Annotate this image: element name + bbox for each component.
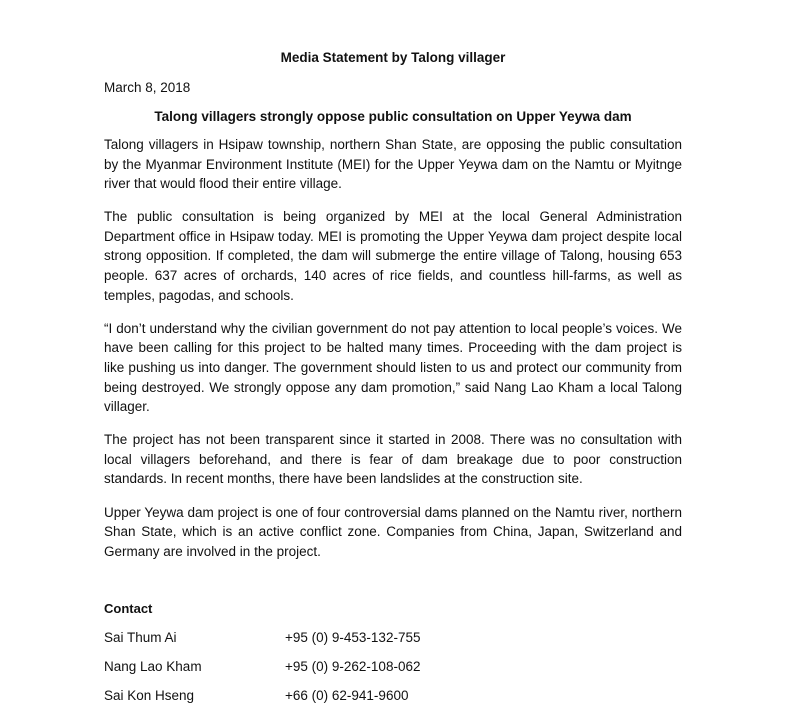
contact-phone: +95 (0) 9-453-132-755 xyxy=(285,630,421,646)
contact-name: Sai Kon Hseng xyxy=(104,688,195,704)
contact-name: Sai Thum Ai xyxy=(104,630,177,646)
contact-row xyxy=(104,686,682,706)
paragraph-1: Talong villagers in Hsipaw township, northern Shan State, are opposing the public consultation by the Myanmar Environment Institute (MEI) for the Upper Yeywa dam on the Namtu or Myitnge river that would flood their entire village. xyxy=(104,137,682,192)
contact-row xyxy=(104,628,682,648)
paragraph-5: Upper Yeywa dam project is one of four controversial dams planned on the Namtu river, northern Shan State, which is an active conflict zone. Companies from China, Japan, Switzerland and Germany are involved in the project. xyxy=(104,504,682,559)
paragraph-4: The project has not been transparent since it started in 2008. There was no consultation with local villagers beforehand, and there is fear of dam breakage due to poor construction standards. In recent months, there have been landslides at the construction site. xyxy=(104,432,682,487)
paragraph-3: “I don’t understand why the civilian government do not pay attention to local people’s voices. We have been calling for this project to be halted many times. Proceeding with the dam project is like pushing us into danger. The government should listen to us and protect our community from being destroyed. We strongly oppose any dam promotion,” said Nang Lao Kham a local Talong villager. xyxy=(104,320,682,415)
document-title: Media Statement by Talong villager xyxy=(280,50,506,65)
document-date: March 8, 2018 xyxy=(104,80,191,95)
contact-section xyxy=(104,599,682,706)
contact-name: Nang Lao Kham xyxy=(104,659,202,675)
document-headline: Talong villagers strongly oppose public consultation on Upper Yeywa dam xyxy=(154,109,632,124)
contact-row xyxy=(104,657,682,677)
contact-phone: +95 (0) 9-262-108-062 xyxy=(285,659,421,675)
document-page xyxy=(104,46,682,706)
contact-heading: Contact xyxy=(104,601,153,617)
contact-phone: +66 (0) 62-941-9600 xyxy=(285,688,409,704)
paragraph-2: The public consultation is being organized by MEI at the local General Administration Department office in Hsipaw today. MEI is promoting the Upper Yeywa dam project despite local strong opposition. If completed, the dam will submerge the entire village of Talong, housing 653 people. 637 acres of orchards, 140 acres of rice fields, and countless hill-farms, as well as temples, pagodas, and schools. xyxy=(104,209,682,303)
